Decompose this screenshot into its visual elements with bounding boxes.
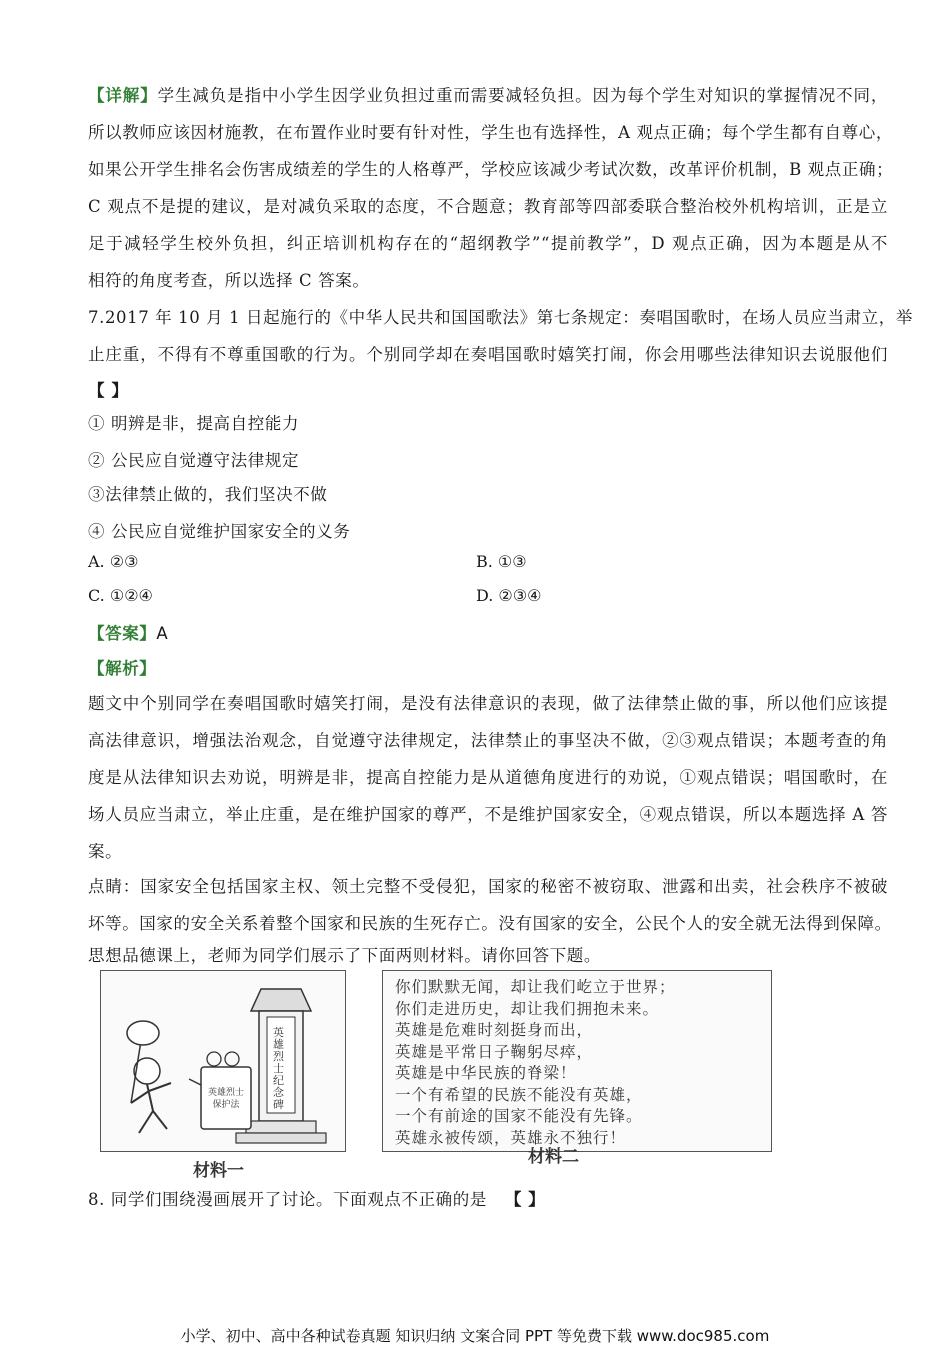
q7-option-b: B. ①③ (476, 552, 527, 571)
q7-answer-bracket: 【 】 (88, 381, 129, 400)
analysis-line-1: 题文中个别同学在奏唱国歌时嬉笑打闹，是没有法律意识的表现，做了法律禁止做的事，所以他们应该提 (88, 694, 888, 713)
detail-tag: 【详解】 (88, 86, 158, 105)
poem-line: 英雄永被传颂，英雄永不独行！ (395, 1128, 627, 1147)
material-two-poem (395, 977, 676, 1149)
q8-bracket: 【 】 (504, 1190, 546, 1209)
poem-line: 英雄是平常日子鞠躬尽瘁， (395, 1042, 594, 1061)
analysis-tag (88, 655, 888, 679)
q7-stem-line-2: 止庄重，不得有不尊重国歌的行为。个别同学却在奏唱国歌时嬉笑打闹，你会用哪些法律知识去说服他们 (88, 345, 888, 364)
poem-line: 你们走进历史，却让我们拥抱未来。 (395, 999, 660, 1018)
material-intro: 思想品德课上，老师为同学们展示了下面两则材料。请你回答下题。 (88, 946, 601, 965)
q7-option-c: C. ①②④ (88, 586, 153, 605)
detail-line-3: 如果公开学生排名会伤害成绩差的学生的人格尊严，学校应该减少考试次数，改革评价机制，B 观点正确； (88, 160, 894, 179)
poem-line: 英雄是危难时刻挺身而出， (395, 1021, 594, 1039)
detail-text-1: 学生减负是指中小学生因学业负担过重而需要减轻负担。因为每个学生对知识的掌握情况不同， (157, 86, 888, 105)
q7-item-2: ② 公民应自觉遵守法律规定 (88, 451, 300, 470)
analysis-line-5: 案。 (88, 842, 123, 861)
material-two-caption: 材料二 (528, 1147, 579, 1167)
q7-option-a: A. ②③ (88, 552, 139, 571)
poem-line: 你们默默无闻，却让我们屹立于世界； (395, 978, 676, 996)
analysis-line-4: 场人员应当肃立，举止庄重，是在维护国家的尊严，不是维护国家安全，④观点错误，所以本题选择 A 答 (88, 805, 888, 824)
poem-line: 一个有希望的民族不能没有英雄， (395, 1085, 643, 1104)
poem-line: 一个有前途的国家不能没有先锋。 (395, 1107, 643, 1125)
q7-answer-line (88, 620, 888, 644)
q8-stem (88, 1186, 888, 1210)
analysis-line-2: 高法律意识，增强法治观念，自觉遵守法律规定，法律禁止的事坚决不做，②③观点错误；本题考查的角 (88, 731, 888, 750)
cartoon-drawing (101, 971, 345, 1151)
material-one-caption: 材料一 (193, 1161, 244, 1181)
q8-text: 8. 同学们围绕漫画展开了讨论。下面观点不正确的是 (88, 1190, 487, 1209)
detail-line-1 (88, 82, 888, 106)
poem-line: 英雄是中华民族的脊梁！ (395, 1064, 577, 1082)
q7-item-1: ① 明辨是非，提高自控能力 (88, 414, 300, 433)
detail-line-6: 相符的角度考查，所以选择 C 答案。 (88, 271, 370, 290)
detail-line-4: C 观点不是提的建议，是对减负采取的态度，不合题意；教育部等四部委联合整治校外机构培训，正是立 (88, 197, 888, 216)
footer-banner: 小学、初中、高中各种试卷真题 知识归纳 文案合同 PPT 等免费下载 www.doc985.com (180, 1327, 770, 1345)
q7-stem-line-1: 7.2017 年 10 月 1 日起施行的《中华人民共和国国歌法》第七条规定：奏唱国歌时，在场人员应当肃立，举 (88, 308, 913, 327)
answer-value: A (156, 624, 169, 643)
answer-tag: 【答案】 (88, 624, 157, 643)
material-two-text-box (382, 970, 772, 1152)
law-book-label: 英雄烈士保护法 (207, 1088, 244, 1110)
q7-option-d: D. ②③④ (476, 586, 542, 605)
analysis-tag-text: 【解析】 (88, 659, 157, 678)
note-line-1: 点睛：国家安全包括国家主权、领土完整不受侵犯，国家的秘密不被窃取、泄露和出卖，社会秩序不被破 (88, 877, 888, 896)
monument-label: 英雄烈士纪念碑 (273, 1026, 284, 1111)
material-one-cartoon (100, 970, 346, 1152)
detail-line-2: 所以教师应该因材施教，在布置作业时要有针对性，学生也有选择性，A 观点正确；每个学生都有自尊心， (88, 123, 893, 142)
q7-item-4: ④ 公民应自觉维护国家安全的义务 (88, 522, 351, 541)
analysis-line-3: 度是从法律知识去劝说，明辨是非，提高自控能力是从道德角度进行的劝说，①观点错误；唱国歌时，在 (88, 768, 888, 787)
note-line-2: 坏等。国家的安全关系着整个国家和民族的生死存亡。没有国家的安全，公民个人的安全就无法得到保障。 (88, 914, 892, 933)
q7-item-3: ③法律禁止做的，我们坚决不做 (88, 485, 328, 504)
detail-line-5: 足于减轻学生校外负担，纠正培训机构存在的“超纲教学”“提前教学”，D 观点正确，因为本题是从不 (88, 234, 888, 253)
